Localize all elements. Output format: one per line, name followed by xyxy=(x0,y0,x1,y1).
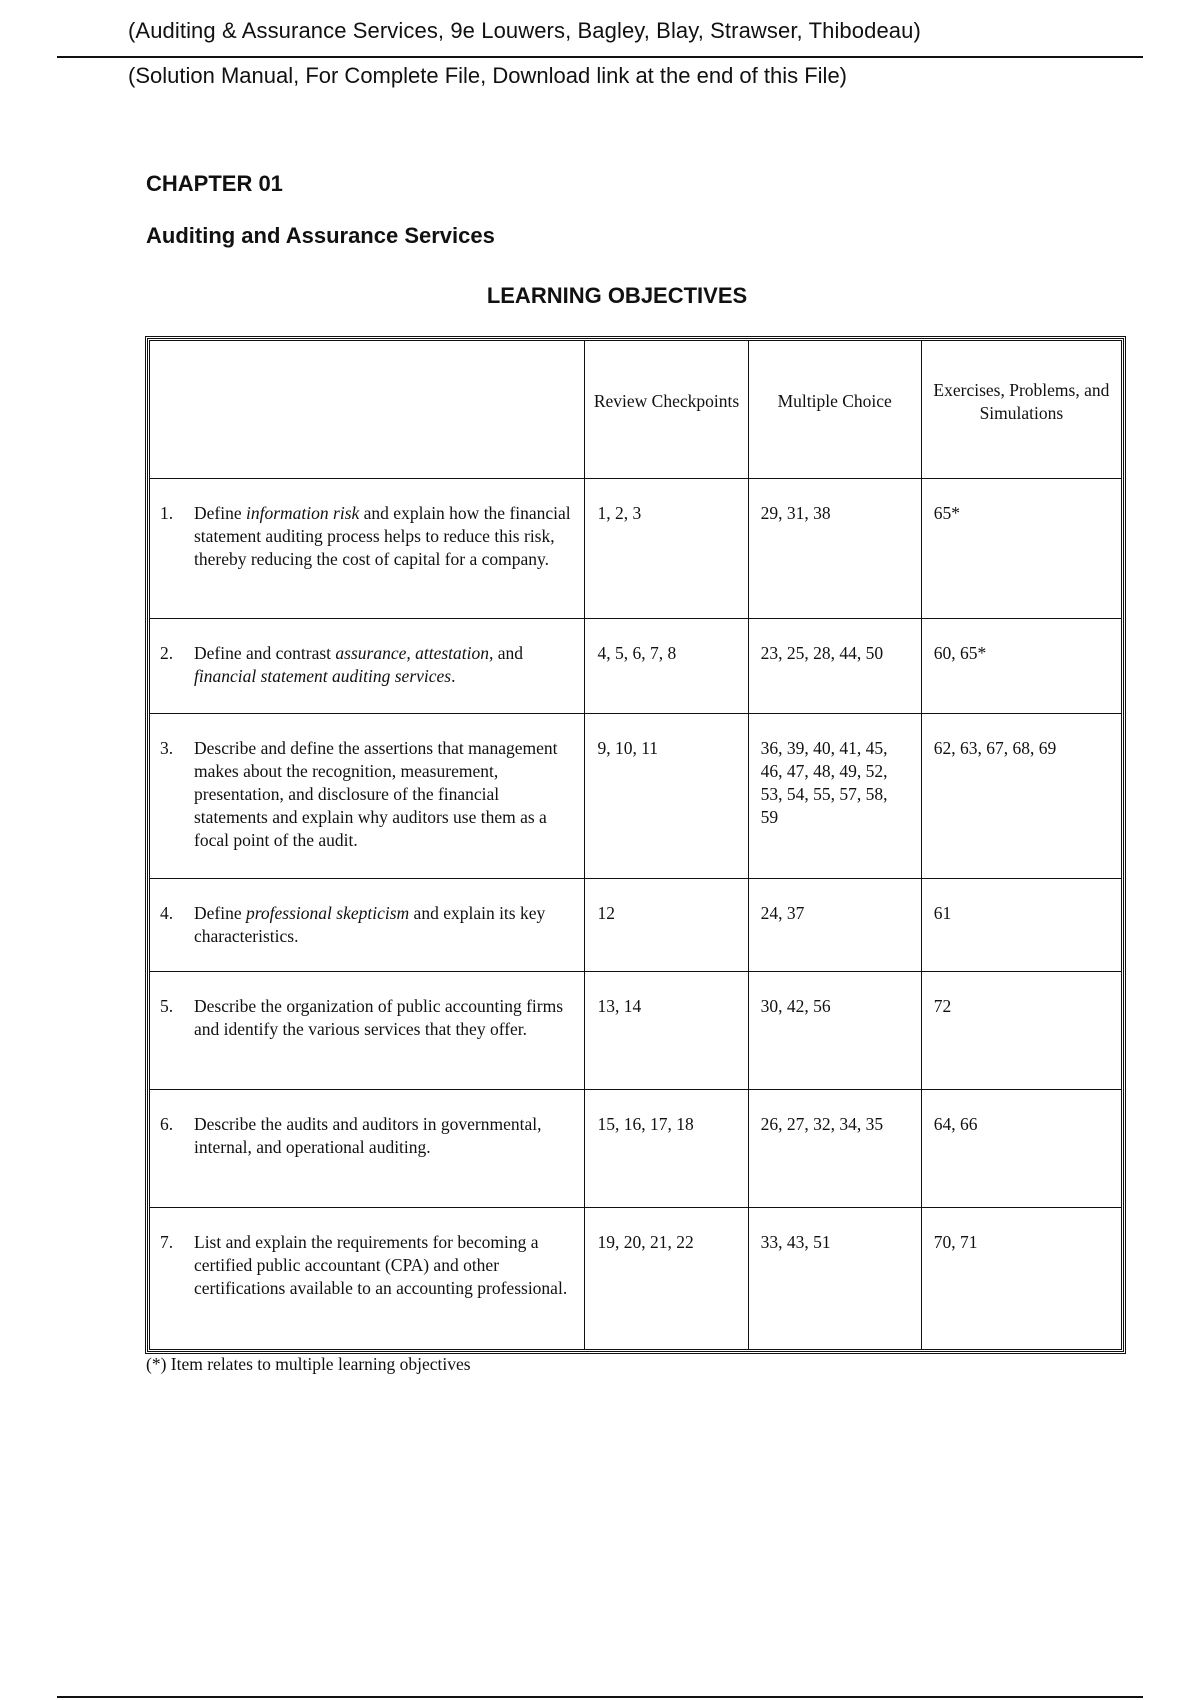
objective-cell xyxy=(150,1090,585,1208)
table-row xyxy=(150,479,1122,619)
objective-number: 4. xyxy=(160,903,174,923)
table-row xyxy=(150,1208,1122,1350)
exercises-cell: 61 xyxy=(921,879,1121,972)
multiple-choice-cell: 30, 42, 56 xyxy=(748,972,921,1090)
chapter-number: CHAPTER 01 xyxy=(146,171,283,196)
multiple-choice-cell: 23, 25, 28, 44, 50 xyxy=(748,619,921,714)
objective-number: 2. xyxy=(160,643,174,663)
objective-cell xyxy=(150,714,585,879)
multiple-choice-cell: 29, 31, 38 xyxy=(748,479,921,619)
objective-cell xyxy=(150,879,585,972)
solution-manual-line: (Solution Manual, For Complete File, Download link at the end of this File) xyxy=(128,63,848,88)
objective-text: List and explain the requirements for becoming a certified public accountant (CPA) and other certifications available to an accounting professional. xyxy=(194,1232,568,1298)
objective-text: Define and contrast assurance, attestation, and financial statement auditing services. xyxy=(194,643,524,686)
table-row xyxy=(150,972,1122,1090)
objective-text: Define information risk and explain how the financial statement auditing process helps to reduce this risk, thereby reducing the cost of capital for a company. xyxy=(194,503,571,569)
objective-cell xyxy=(150,479,585,619)
multiple-choice-cell: 24, 37 xyxy=(748,879,921,972)
exercises-cell: 64, 66 xyxy=(921,1090,1121,1208)
chapter-title: Auditing and Assurance Services xyxy=(146,223,495,248)
exercises-cell: 65* xyxy=(921,479,1121,619)
header-rule xyxy=(57,56,1143,58)
objective-number: 6. xyxy=(160,1114,174,1134)
objective-text: Describe the organization of public accounting firms and identify the various services that they offer. xyxy=(194,996,564,1039)
exercises-cell: 72 xyxy=(921,972,1121,1090)
multiple-choice-cell: 33, 43, 51 xyxy=(748,1208,921,1350)
table-row xyxy=(150,714,1122,879)
objective-text: Describe and define the assertions that management makes about the recognition, measurement, presentation, and disclosure of the financial statements and explain why auditors use them as a focal point of the audit. xyxy=(194,738,558,850)
header-exercises-problems-simulations: Exercises, Problems, and Simulations xyxy=(921,341,1121,479)
table-header-row xyxy=(150,341,1122,479)
review-checkpoints-cell: 1, 2, 3 xyxy=(585,479,748,619)
section-title: LEARNING OBJECTIVES xyxy=(486,283,748,308)
exercises-cell: 62, 63, 67, 68, 69 xyxy=(921,714,1121,879)
header-review-checkpoints: Review Checkpoints xyxy=(585,341,748,479)
objective-cell xyxy=(150,619,585,714)
objective-number: 5. xyxy=(160,996,174,1016)
table-row xyxy=(150,619,1122,714)
multiple-choice-cell: 26, 27, 32, 34, 35 xyxy=(748,1090,921,1208)
review-checkpoints-cell: 4, 5, 6, 7, 8 xyxy=(585,619,748,714)
table-row xyxy=(150,879,1122,972)
review-checkpoints-cell: 9, 10, 11 xyxy=(585,714,748,879)
book-citation-line: (Auditing & Assurance Services, 9e Louwers, Bagley, Blay, Strawser, Thibodeau) xyxy=(128,18,921,43)
exercises-cell: 70, 71 xyxy=(921,1208,1121,1350)
learning-objectives-table xyxy=(145,336,1126,1354)
exercises-cell: 60, 65* xyxy=(921,619,1121,714)
review-checkpoints-cell: 13, 14 xyxy=(585,972,748,1090)
review-checkpoints-cell: 12 xyxy=(585,879,748,972)
objective-text: Describe the audits and auditors in governmental, internal, and operational auditing. xyxy=(194,1114,542,1157)
objective-number: 7. xyxy=(160,1232,174,1252)
multiple-choice-cell: 36, 39, 40, 41, 45, 46, 47, 48, 49, 52, 53, 54, 55, 57, 58, 59 xyxy=(748,714,921,879)
footer-rule xyxy=(57,1696,1143,1698)
header-objective-cell xyxy=(150,341,585,479)
table-row xyxy=(150,1090,1122,1208)
footnote: (*) Item relates to multiple learning objectives xyxy=(146,1354,471,1374)
objective-number: 1. xyxy=(160,503,174,523)
objective-cell xyxy=(150,1208,585,1350)
header-multiple-choice: Multiple Choice xyxy=(748,341,921,479)
objective-number: 3. xyxy=(160,738,174,758)
objective-cell xyxy=(150,972,585,1090)
objective-text: Define professional skepticism and explain its key characteristics. xyxy=(194,903,546,946)
review-checkpoints-cell: 19, 20, 21, 22 xyxy=(585,1208,748,1350)
review-checkpoints-cell: 15, 16, 17, 18 xyxy=(585,1090,748,1208)
